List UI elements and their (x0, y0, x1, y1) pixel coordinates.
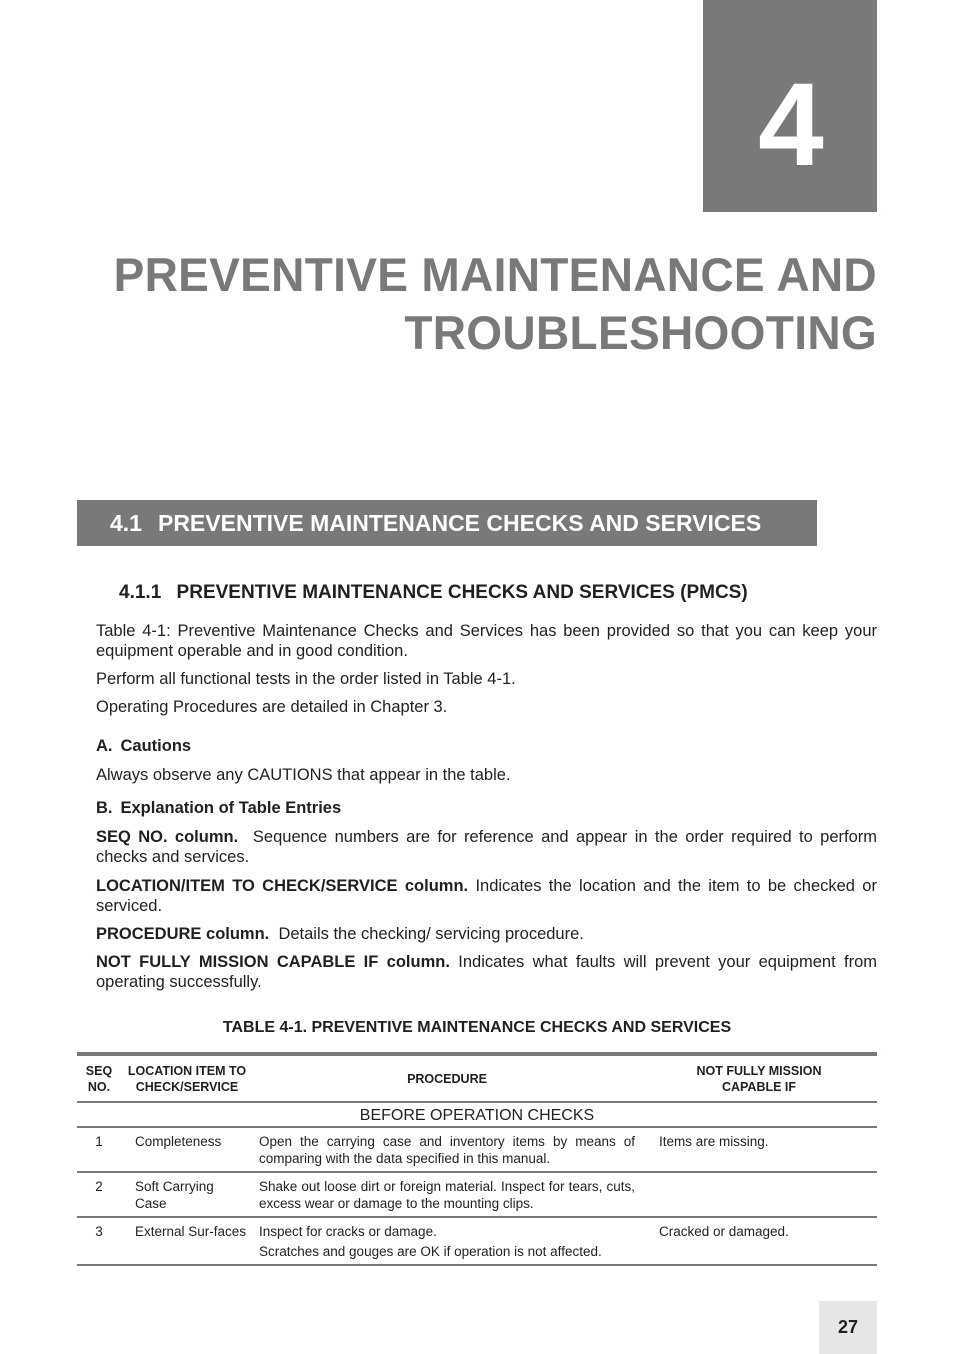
table-row (77, 1217, 877, 1265)
seq-column-text: Sequence numbers are for reference and appear in the order required to perform checks and services. (96, 828, 878, 866)
page-number: 27 (819, 1301, 877, 1354)
subsection-title: PREVENTIVE MAINTENANCE CHECKS AND SERVICES (PMCS) (176, 582, 748, 603)
cautions-text: Always observe any CAUTIONS that appear in the table. (96, 766, 511, 784)
header-location: LOCATION ITEM TO CHECK/SERVICE (127, 1064, 247, 1094)
table-row (77, 1127, 877, 1172)
seq-column-explanation (96, 827, 877, 867)
procedure-column-term: PROCEDURE column. (96, 925, 270, 943)
chapter-title (34, 246, 877, 362)
chapter-title-line-1: PREVENTIVE MAINTENANCE AND (113, 248, 878, 301)
cell-nfmc: Items are missing. (659, 1134, 769, 1149)
cell-seq: 2 (95, 1179, 103, 1194)
cell-nfmc: Cracked or damaged. (659, 1224, 789, 1239)
table-row (77, 1172, 877, 1217)
cell-location: External Sur-faces (135, 1224, 247, 1239)
location-column-explanation (96, 876, 877, 916)
header-nfmc: NOT FULLY MISSION CAPABLE IF (696, 1064, 822, 1094)
paragraph-operating-procedures: Operating Procedures are detailed in Chapter 3. (96, 698, 448, 716)
chapter-title-line-2: TROUBLESHOOTING (404, 306, 877, 359)
nfmc-column-text: Indicates what faults will prevent your equipment from operating successfully. (96, 953, 877, 991)
cell-location: Completeness (135, 1134, 222, 1149)
table-caption: TABLE 4-1. PREVENTIVE MAINTENANCE CHECKS AND SERVICES (222, 1019, 732, 1036)
cell-location: Soft Carrying Case (135, 1179, 214, 1211)
seq-column-term: SEQ NO. column. (96, 828, 239, 846)
location-column-term: LOCATION/ITEM TO CHECK/SERVICE column. (96, 877, 469, 895)
group-label: BEFORE OPERATION CHECKS (77, 1102, 877, 1127)
procedure-line-1: Inspect for cracks or damage. (259, 1224, 437, 1239)
section-title: PREVENTIVE MAINTENANCE CHECKS AND SERVICES (157, 509, 762, 536)
chapter-number-box (703, 0, 877, 212)
cell-nfmc (641, 1172, 877, 1217)
procedure-line-2: Scratches and gouges are OK if operation is not affected. (259, 1244, 602, 1259)
subsection-heading (119, 582, 748, 604)
cell-procedure (253, 1217, 641, 1265)
procedure-column-text: Details the checking/ servicing procedure. (278, 925, 584, 943)
section-number: 4.1 (110, 509, 142, 536)
cautions-heading (96, 737, 191, 756)
cell-seq: 3 (95, 1224, 103, 1239)
procedure-column-explanation (96, 924, 877, 944)
paragraph-intro: Table 4-1: Preventive Maintenance Checks and Services has been provided so that you can keep your equipment operable and in good condition. (96, 622, 877, 660)
subsection-number: 4.1.1 (119, 582, 162, 603)
explanation-title: Explanation of Table Entries (120, 799, 342, 817)
cautions-letter: A. (96, 737, 113, 755)
table-header-row (77, 1054, 877, 1102)
cautions-title: Cautions (120, 737, 192, 755)
explanation-letter: B. (96, 799, 113, 817)
chapter-number: 4 (758, 59, 822, 191)
header-procedure: PROCEDURE (407, 1072, 487, 1086)
nfmc-column-explanation (96, 952, 877, 992)
section-heading (77, 500, 817, 546)
header-seq: SEQ NO. (85, 1064, 113, 1094)
cell-seq: 1 (95, 1134, 103, 1149)
paragraph-functional-tests: Perform all functional tests in the order listed in Table 4-1. (96, 670, 516, 688)
location-column-text: Indicates the location and the item to be checked or serviced. (96, 877, 877, 915)
explanation-heading (96, 799, 341, 818)
nfmc-column-term: NOT FULLY MISSION CAPABLE IF column. (96, 953, 450, 971)
pmcs-table (77, 1052, 877, 1266)
table-group-row (77, 1102, 877, 1127)
cell-procedure: Shake out loose dirt or foreign material. Inspect for tears, cuts, excess wear or damage to the mounting clips. (259, 1179, 635, 1211)
cell-procedure: Open the carrying case and inventory items by means of comparing with the data specified in this manual. (259, 1134, 635, 1166)
